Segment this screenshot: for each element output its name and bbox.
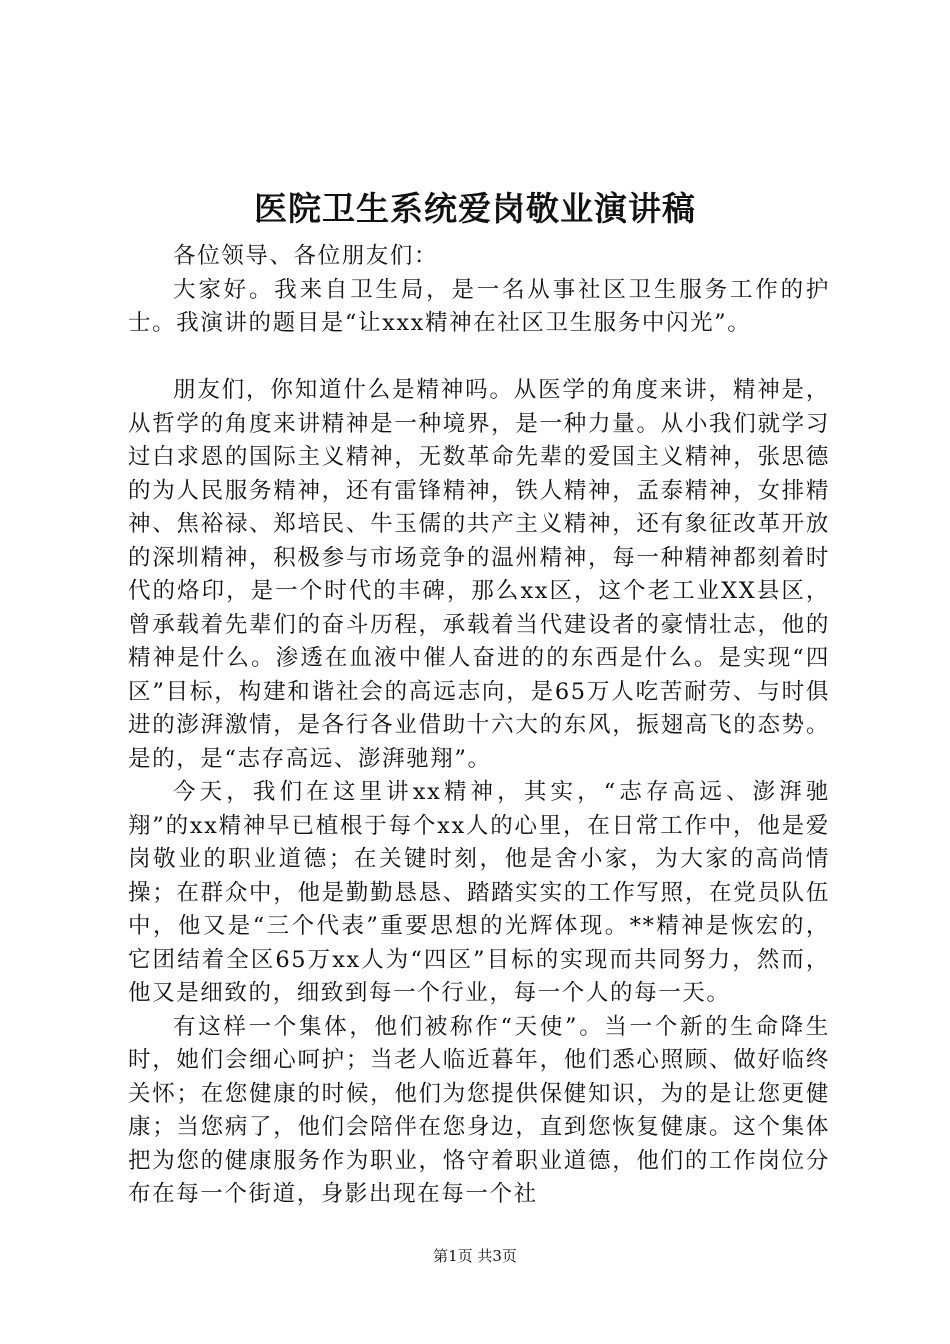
intro-paragraph: 大家好。我来自卫生局，是一名从事社区卫生服务工作的护士。我演讲的题目是“让xxx精神在社区卫生服务中闪光”。	[128, 276, 830, 336]
today-paragraph: 今天，我们在这里讲xx精神，其实，“志存高远、澎湃驰翔”的xx精神早已植根于每个xx人的心里，在日常工作中，他是爱岗敬业的职业道德；在关键时刻，他是舍小家，为大家的高尚情操；在群众中，他是勤勤恳恳、踏踏实实的工作写照，在党员队伍中，他又是“三个代表”重要思想的光辉体现。**精神是恢宏的，它团结着全区65万xx人为“四区”目标的实现而共同努力，然而，他又是细致的，细致到每一个行业，每一个人的每一天。	[128, 779, 830, 1006]
document-body	[128, 240, 830, 1212]
salutation-paragraph: 各位领导、各位朋友们：	[173, 243, 439, 269]
angels-paragraph: 有这样一个集体，他们被称作“天使”。当一个新的生命降生时，她们会细心呵护；当老人临近暮年，他们悉心照顾、做好临终关怀；在您健康的时候，他们为您提供保健知识，为的是让您更健康；当您病了，他们会陪伴在您身边，直到您恢复健康。这个集体把为您的健康服务作为职业，恪守着职业道德，他们的工作岗位分布在每一个街道，身影出现在每一个社	[128, 1013, 830, 1207]
document-title: 医院卫生系统爱岗敬业演讲稿	[254, 189, 696, 228]
page-number-footer: 第1页 共3页	[433, 1247, 517, 1265]
spirit-paragraph: 朋友们，你知道什么是精神吗。从医学的角度来讲，精神是，从哲学的角度来讲精神是一种境界，是一种力量。从小我们就学习过白求恩的国际主义精神，无数革命先辈的爱国主义精神，张思德的为人民服务精神，还有雷锋精神，铁人精神，孟泰精神，女排精神、焦裕禄、郑培民、牛玉儒的共产主义精神，还有象征改革开放的深圳精神，积极参与市场竞争的温州精神，每一种精神都刻着时代的烙印，是一个时代的丰碑，那么xx区，这个老工业XX县区，曾承载着先辈们的奋斗历程，承载着当代建设者的豪情壮志，他的精神是什么。渗透在血液中催人奋进的的东西是什么。是实现“四区”目标，构建和谐社会的高远志向，是65万人吃苦耐劳、与时俱进的澎湃激情，是各行各业借助十六大的东风，振翅高飞的态势。是的，是“志存高远、澎湃驰翔”。	[128, 377, 830, 772]
